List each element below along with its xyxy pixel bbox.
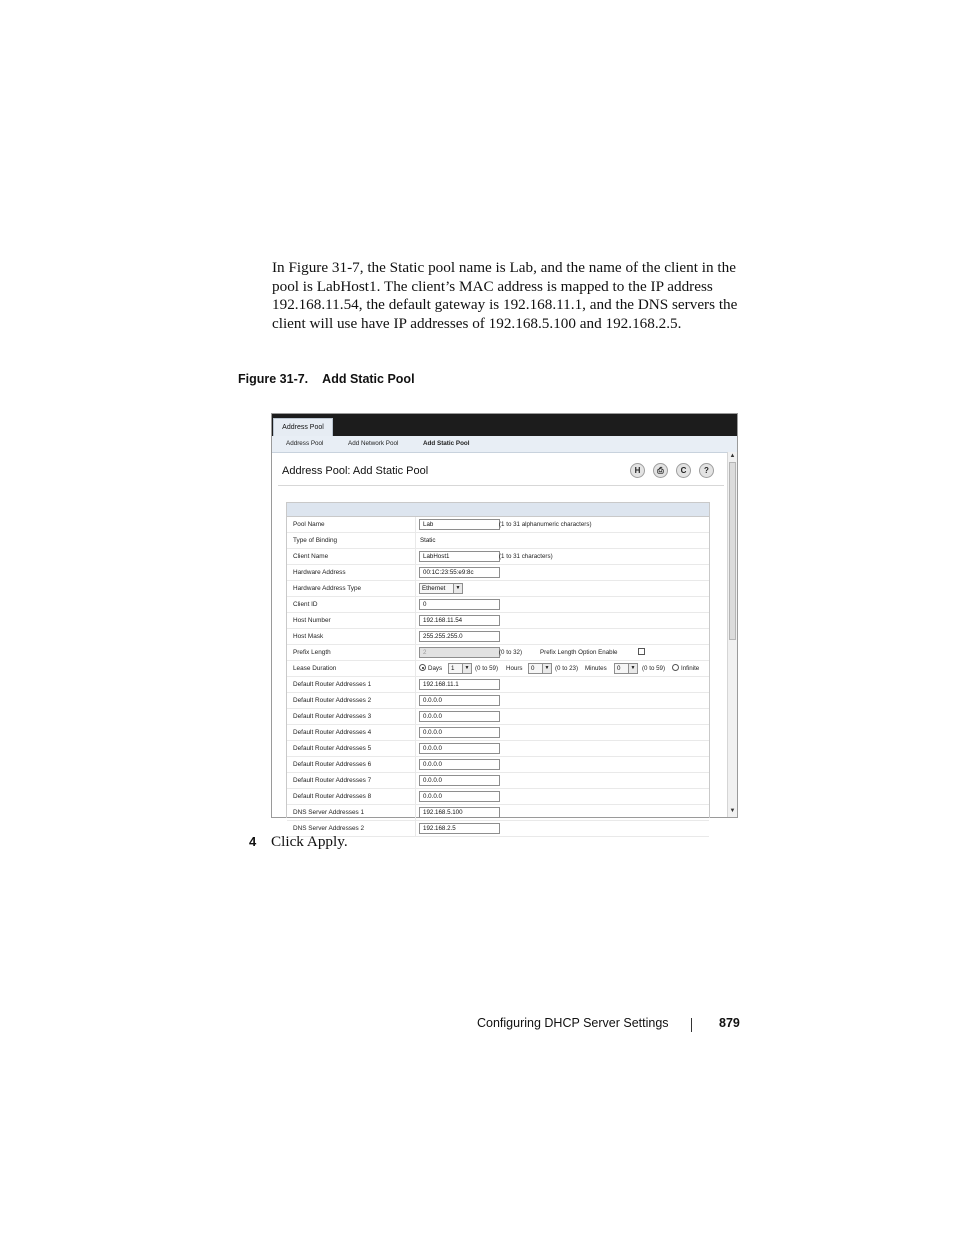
form-row-router-5 bbox=[287, 741, 709, 757]
client-id-label: Client ID bbox=[293, 601, 318, 608]
router-8-input[interactable]: 0.0.0.0 bbox=[419, 791, 500, 802]
binding-type-value: Static bbox=[420, 537, 436, 544]
form-row-host-number bbox=[287, 613, 709, 629]
hardware-address-type-value: Ethernet bbox=[422, 585, 446, 592]
form-row-router-6 bbox=[287, 757, 709, 773]
subtab-address-pool[interactable]: Address Pool bbox=[286, 440, 324, 447]
print-icon[interactable]: ⎙ bbox=[653, 463, 668, 478]
router-3-input[interactable]: 0.0.0.0 bbox=[419, 711, 500, 722]
vertical-scrollbar[interactable] bbox=[727, 452, 737, 817]
pool-name-input[interactable]: Lab bbox=[419, 519, 500, 530]
router-4-label: Default Router Addresses 4 bbox=[293, 729, 372, 736]
hardware-address-type-label: Hardware Address Type bbox=[293, 585, 362, 592]
router-1-input[interactable]: 192.168.11.1 bbox=[419, 679, 500, 690]
lease-duration-label: Lease Duration bbox=[293, 665, 337, 672]
intro-paragraph: In Figure 31-7, the Static pool name is Lab, and the name of the client in the pool is LabHost1. The client’s MAC address is mapped to the IP address 192.168.11.54, the default gateway is 192.168.11.1, and the DNS servers the client will use have IP addresses of 192.168.5.100 and 192.168.2.5. bbox=[272, 259, 738, 332]
prefix-length-input[interactable]: 2 bbox=[419, 647, 500, 658]
subtab-add-network-pool[interactable]: Add Network Pool bbox=[348, 440, 399, 447]
step-suffix: . bbox=[343, 833, 348, 850]
days-hint: (0 to 59) bbox=[475, 665, 499, 672]
days-select[interactable] bbox=[448, 663, 472, 674]
binding-type-label: Type of Binding bbox=[293, 537, 338, 544]
form-row-router-8 bbox=[287, 789, 709, 805]
top-nav-bar bbox=[272, 414, 737, 436]
form-row-client-name bbox=[287, 549, 709, 565]
form-row-router-3 bbox=[287, 709, 709, 725]
prefix-length-label: Prefix Length bbox=[293, 649, 331, 656]
form-row-prefix-length bbox=[287, 645, 709, 661]
screenshot-frame bbox=[271, 413, 738, 832]
form-row-hardware-address-type bbox=[287, 581, 709, 597]
router-7-input[interactable]: 0.0.0.0 bbox=[419, 775, 500, 786]
minutes-select[interactable] bbox=[614, 663, 638, 674]
step-action: Apply bbox=[306, 833, 344, 850]
static-pool-form bbox=[286, 502, 710, 832]
hours-hint: (0 to 23) bbox=[555, 665, 579, 672]
days-value: 1 bbox=[451, 665, 455, 672]
router-8-label: Default Router Addresses 8 bbox=[293, 793, 372, 800]
router-1-label: Default Router Addresses 1 bbox=[293, 681, 372, 688]
form-row-router-2 bbox=[287, 693, 709, 709]
footer-divider bbox=[691, 1018, 692, 1032]
form-header bbox=[287, 503, 709, 517]
form-row-dns-2 bbox=[287, 821, 709, 837]
form-row-dns-1 bbox=[287, 805, 709, 821]
pool-name-hint: (1 to 31 alphanumeric characters) bbox=[499, 521, 592, 528]
host-mask-label: Host Mask bbox=[293, 633, 324, 640]
hours-value: 0 bbox=[531, 665, 535, 672]
router-2-label: Default Router Addresses 2 bbox=[293, 697, 372, 704]
infinite-label: Infinite bbox=[681, 665, 700, 672]
form-row-pool-name bbox=[287, 517, 709, 533]
router-6-input[interactable]: 0.0.0.0 bbox=[419, 759, 500, 770]
page-title: Address Pool: Add Static Pool bbox=[282, 465, 429, 477]
scroll-down-icon[interactable]: ▼ bbox=[729, 808, 736, 814]
form-row-host-mask bbox=[287, 629, 709, 645]
chevron-down-icon: ▼ bbox=[453, 584, 462, 593]
hours-label: Hours bbox=[506, 665, 523, 672]
dns-2-label: DNS Server Addresses 2 bbox=[293, 825, 365, 832]
minutes-label: Minutes bbox=[585, 665, 607, 672]
router-5-label: Default Router Addresses 5 bbox=[293, 745, 372, 752]
hardware-address-type-select[interactable] bbox=[419, 583, 463, 594]
router-6-label: Default Router Addresses 6 bbox=[293, 761, 372, 768]
form-row-router-7 bbox=[287, 773, 709, 789]
router-5-input[interactable]: 0.0.0.0 bbox=[419, 743, 500, 754]
client-name-label: Client Name bbox=[293, 553, 329, 560]
form-row-router-1 bbox=[287, 677, 709, 693]
scrollbar-thumb[interactable] bbox=[729, 462, 736, 640]
title-divider bbox=[278, 485, 724, 486]
host-mask-input[interactable]: 255.255.255.0 bbox=[419, 631, 500, 642]
hardware-address-label: Hardware Address bbox=[293, 569, 346, 576]
page-number: 879 bbox=[719, 1016, 740, 1030]
form-row-router-4 bbox=[287, 725, 709, 741]
prefix-length-option-label: Prefix Length Option Enable bbox=[540, 649, 618, 656]
dns-1-label: DNS Server Addresses 1 bbox=[293, 809, 365, 816]
tab-address-pool[interactable]: Address Pool bbox=[273, 418, 333, 437]
host-number-input[interactable]: 192.168.11.54 bbox=[419, 615, 500, 626]
router-4-input[interactable]: 0.0.0.0 bbox=[419, 727, 500, 738]
step-number: 4 bbox=[249, 834, 257, 849]
hardware-address-input[interactable]: 00:1C:23:55:e9:8c bbox=[419, 567, 500, 578]
form-row-hardware-address bbox=[287, 565, 709, 581]
prefix-length-option-checkbox[interactable] bbox=[638, 648, 645, 655]
prefix-length-hint: (0 to 32) bbox=[499, 649, 523, 656]
help-icon[interactable]: ? bbox=[699, 463, 714, 478]
router-3-label: Default Router Addresses 3 bbox=[293, 713, 372, 720]
form-row-binding-type bbox=[287, 533, 709, 549]
scroll-up-icon[interactable]: ▲ bbox=[729, 453, 736, 459]
refresh-icon[interactable]: C bbox=[676, 463, 691, 478]
days-label: Days bbox=[428, 665, 443, 672]
dns-1-input[interactable]: 192.168.5.100 bbox=[419, 807, 500, 818]
form-row-client-id bbox=[287, 597, 709, 613]
dns-2-input[interactable]: 192.168.2.5 bbox=[419, 823, 500, 834]
router-7-label: Default Router Addresses 7 bbox=[293, 777, 372, 784]
chevron-down-icon: ▼ bbox=[628, 664, 637, 673]
footer-section-title: Configuring DHCP Server Settings bbox=[477, 1016, 669, 1030]
days-radio[interactable] bbox=[419, 664, 426, 671]
figure-title: Add Static Pool bbox=[322, 372, 415, 386]
sub-tab-bar bbox=[272, 436, 737, 453]
client-id-input[interactable]: 0 bbox=[419, 599, 500, 610]
chevron-down-icon: ▼ bbox=[542, 664, 551, 673]
form-row-lease-duration bbox=[287, 661, 709, 677]
figure-caption bbox=[238, 372, 415, 386]
figure-number: Figure 31-7. bbox=[238, 372, 309, 386]
pool-name-label: Pool Name bbox=[293, 521, 325, 528]
minutes-hint: (0 to 59) bbox=[642, 665, 666, 672]
client-name-hint: (1 to 31 characters) bbox=[499, 553, 553, 560]
host-number-label: Host Number bbox=[293, 617, 331, 624]
step-prefix: Click bbox=[271, 833, 307, 850]
save-icon[interactable]: H bbox=[630, 463, 645, 478]
hours-select[interactable] bbox=[528, 663, 552, 674]
subtab-add-static-pool[interactable]: Add Static Pool bbox=[423, 440, 470, 447]
client-name-input[interactable]: LabHost1 bbox=[419, 551, 500, 562]
step-text bbox=[271, 833, 348, 851]
infinite-radio[interactable] bbox=[672, 664, 679, 671]
minutes-value: 0 bbox=[617, 665, 621, 672]
router-2-input[interactable]: 0.0.0.0 bbox=[419, 695, 500, 706]
chevron-down-icon: ▼ bbox=[462, 664, 471, 673]
